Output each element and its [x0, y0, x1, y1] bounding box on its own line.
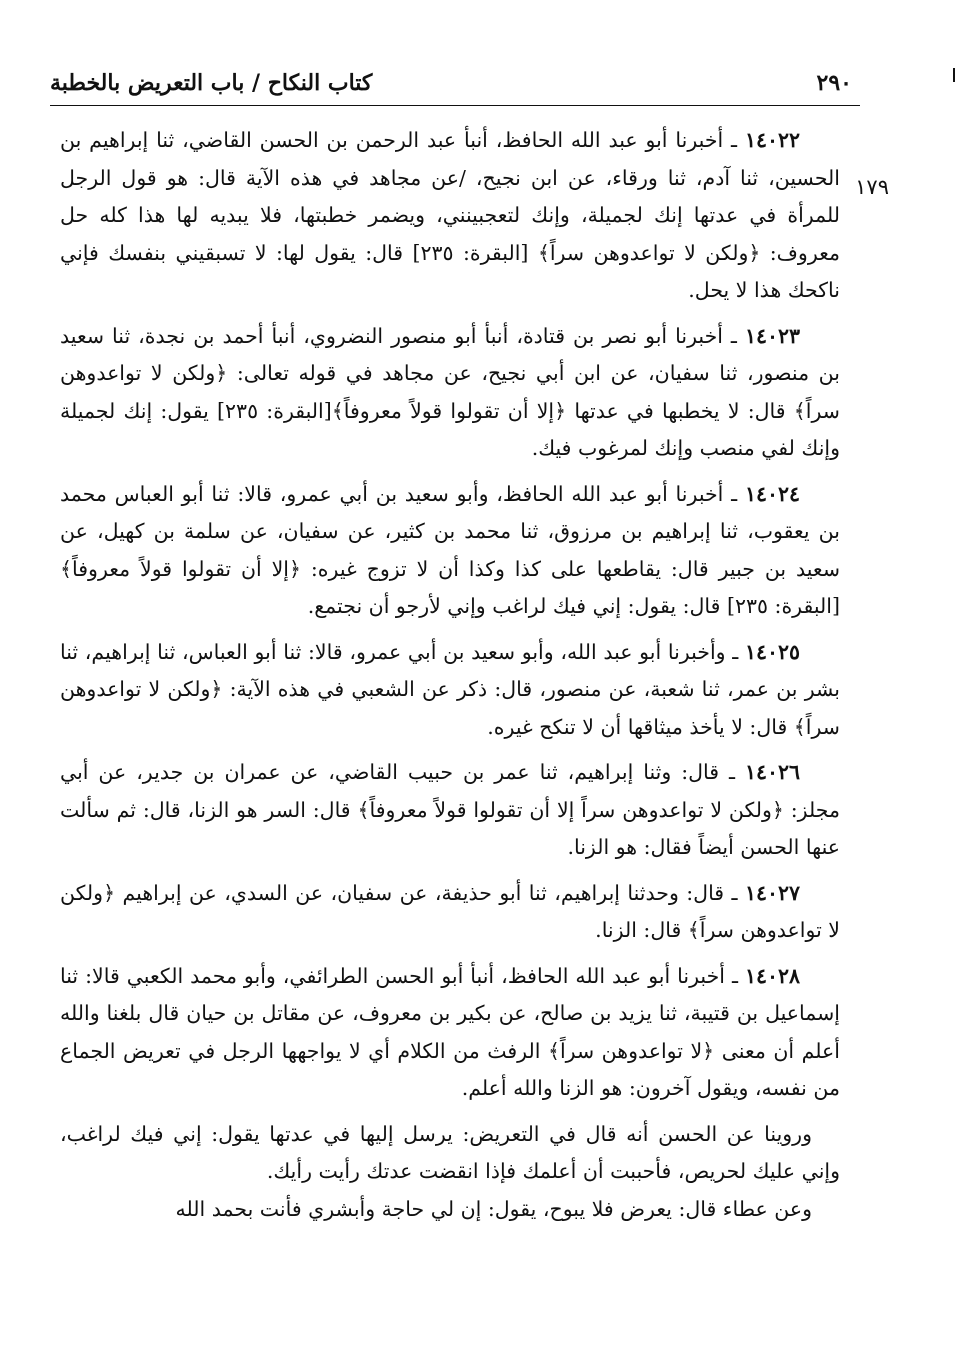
hadith-number: ١٤٠٢٥	[744, 639, 800, 664]
hadith-number: ١٤٠٢٤	[744, 481, 800, 506]
hadith-number: ١٤٠٢٨	[744, 963, 800, 988]
chapter-title: كتاب النكاح / باب التعريض بالخطبة	[50, 70, 373, 96]
hadith-paragraph	[60, 958, 840, 1108]
hadith-number: ١٤٠٢٧	[744, 880, 800, 905]
hadith-paragraph	[60, 122, 840, 310]
hadith-text: ـ أخبرنا أبو نصر بن قتادة، أنبأ أبو منصور النضروي، أنبأ أحمد بن نجدة، ثنا سعيد بن منصور، ثنا سفيان، عن ابن أبي نجيح، عن مجاهد في قوله تعالى: ﴿ولكن لا تواعدوهن سراً﴾ قال: لا يخطبها في عدتها ﴿إلا أن تقولوا قولاً معروفاً﴾[البقرة: ٢٣٥] يقول: إنك لجميلة وإنك لفي منصب وإنك لمرغوب فيك.	[60, 323, 840, 460]
main-text	[60, 122, 840, 1228]
hadith-number: ١٤٠٢٢	[744, 128, 800, 152]
hadith-paragraph	[60, 875, 840, 950]
hadith-text: ـ أخبرنا أبو عبد الله الحافظ، وأبو سعيد بن أبي عمرو، قالا: ثنا أبو العباس محمد بن يعقوب، ثنا إبراهيم بن مرزوق، ثنا محمد بن كثير، عن سفيان، عن سلمة بن كهيل، عن سعيد بن جبير قال: يقاطعها على كذا وكذا أن لا تزوج غيره: ﴿إلا أن تقولوا قولاً معروفاً﴾ [البقرة: ٢٣٥] قال: يقول: إني فيك لراغب وإني لأرجو أن نجتمع.	[60, 481, 840, 618]
commentary-paragraph: وروينا عن الحسن أنه قال في التعريض: يرسل إليها في عدتها يقول: إني فيك لراغب، وإني عليك لحريص، فأحببت أن أعلمك فإذا انقضت عدتك رأيت رأيك.	[60, 1121, 840, 1183]
hadith-number: ١٤٠٢٦	[744, 760, 800, 784]
margin-page-reference: ١٧٩	[855, 175, 889, 199]
hadith-text: ـ وأخبرنا أبو عبد الله، وأبو سعيد بن أبي عمرو، قالا: ثنا أبو العباس، ثنا إبراهيم، ثنا بشر بن عمر، ثنا شعبة، عن منصور، قال: ذكر عن الشعبي في هذه الآية: ﴿ولكن لا تواعدوهن سراً﴾ قال: لا يأخذ ميثاقها أن لا تنكح غيره.	[60, 639, 840, 739]
header-rule	[50, 105, 860, 106]
hadith-paragraph	[60, 634, 840, 747]
page-number: ٢٩٠	[816, 70, 852, 96]
hadith-text: ـ قال: وحدثنا إبراهيم، ثنا أبو حذيفة، عن سفيان، عن السدي، عن إبراهيم ﴿ولكن لا تواعدوهن سراً﴾ قال: الزنا.	[60, 880, 840, 942]
running-header	[50, 62, 860, 106]
hadith-paragraph	[60, 318, 840, 468]
hadith-paragraph	[60, 754, 840, 867]
hadith-text: ـ قال: وثنا إبراهيم، ثنا عمر بن حبيب القاضي، عن عمران بن جدير، عن أبي مجلز: ﴿ولكن لا تواعدوهن سراً إلا أن تقولوا قولاً معروفاً﴾ قال: السر هو الزنا، قال: ثم سألت عنها الحسن أيضاً فقال: هو الزنا.	[60, 760, 840, 859]
commentary-paragraph: وعن عطاء قال: يعرض فلا يبوح، يقول: إن لي حاجة وأبشري فأنت بحمد الله	[175, 1196, 812, 1221]
hadith-text: ـ أخبرنا أبو عبد الله الحافظ، أنبأ عبد الرحمن بن الحسن القاضي، ثنا إبراهيم بن الحسين، ثنا آدم، ثنا ورقاء، عن ابن نجيح، /عن مجاهد في هذه الآية قال: هو قول الرجل للمرأة في عدتها إنك لجميلة، وإنك لتعجبينني، ويضمر خطبتها، فلا يبديه لها هذا كله حل معروف: ﴿ولكن لا تواعدوهن سراً﴾ [البقرة: ٢٣٥] قال: يقول لها: لا تسبقيني بنفسك فإني ناكحك هذا لا يحل.	[60, 128, 841, 302]
hadith-number: ١٤٠٢٣	[744, 323, 800, 348]
hadith-paragraph	[60, 476, 840, 626]
edge-mark	[953, 68, 959, 82]
hadith-text: ـ أخبرنا أبو عبد الله الحافظ، أنبأ أبو الحسن الطرائفي، وأبو محمد الكعبي قالا: ثنا إسماعيل بن قتيبة، ثنا يزيد بن صالح، عن بكير بن معروف، عن مقاتل بن حيان قال بلغنا والله أعلم أن معنى ﴿لا تواعدوهن سراً﴾ الرفث من الكلام أي لا يواجهها الرجل في تعريض الجماع من نفسه، ويقول آخرون: هو الزنا والله أعلم.	[60, 963, 840, 1100]
